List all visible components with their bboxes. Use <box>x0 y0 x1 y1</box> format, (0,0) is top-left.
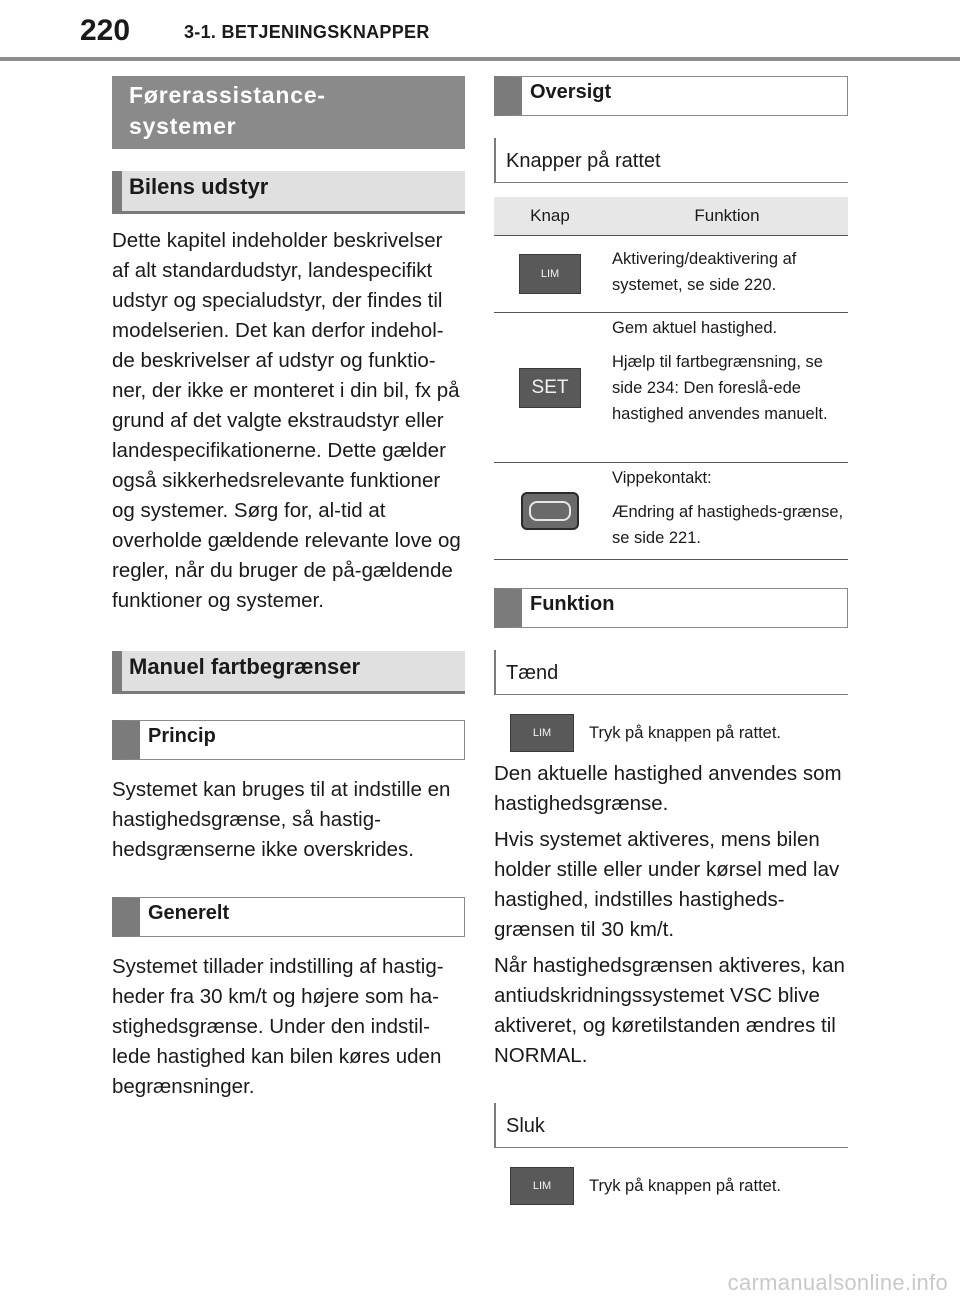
function-line: Gem aktuel hastighed. <box>612 319 778 337</box>
turn-on-paragraph-1: Den aktuelle hastighed anvendes som hastighedsgrænse. <box>494 762 842 815</box>
rocker-switch-inner <box>529 501 571 521</box>
table-cell-function <box>606 236 848 312</box>
equipment-heading: Bilens udstyr <box>112 171 465 214</box>
turn-on-action-text: Tryk på knappen på rattet. <box>589 723 781 742</box>
turn-on-subheading-text: Tænd <box>506 662 559 684</box>
function-line: Ændring af hastigheds-grænse, se side 221. <box>612 503 844 547</box>
buttons-subheading <box>494 138 848 183</box>
turn-off-subheading-text: Sluk <box>506 1115 545 1137</box>
page-number: 220 <box>80 14 131 47</box>
table-cell-function <box>606 313 848 462</box>
function-line: Vippekontakt: <box>612 469 712 487</box>
page-header <box>0 0 960 62</box>
principle-text: Systemet kan bruges til at indstille en hastighedsgrænse, så hastig-hedsgrænserne ikke overskrides. <box>112 778 451 861</box>
set-button-label: SET <box>531 376 569 398</box>
function-heading <box>494 588 848 628</box>
table-cell-key <box>494 313 606 462</box>
principle-heading-text: Princip <box>148 725 216 747</box>
lim-button-icon <box>519 254 581 294</box>
principle-heading <box>112 720 465 760</box>
turn-on-paragraph-2: Hvis systemet aktiveres, mens bilen holder stille eller under kørsel med lav hastighed, indstilles hastigheds-grænsen til 30 km/t. <box>494 828 840 941</box>
general-text: Systemet tillader indstilling af hastig-heder fra 30 km/t og højere som ha-stighedsgrænse. Under den indstil-lede hastighed kan bilen køres uden begrænsninger. <box>112 955 444 1098</box>
lim-button-icon <box>510 1167 574 1205</box>
table-row <box>494 463 848 560</box>
lim-button-label: LIM <box>532 1180 552 1192</box>
column-key: Knap <box>530 206 570 225</box>
turn-off-action <box>494 1166 848 1206</box>
column-function: Funktion <box>694 206 760 225</box>
header-rule <box>0 57 960 61</box>
buttons-subheading-text: Knapper på rattet <box>506 150 661 172</box>
function-line: Hjælp til fartbegrænsning, se side 234: Den foreslå-ede hastighed anvendes manuelt. <box>612 353 828 423</box>
watermark: carmanualsonline.info <box>727 1270 948 1295</box>
buttons-table <box>494 197 848 560</box>
turn-on-subheading <box>494 650 848 695</box>
right-column <box>494 76 848 1206</box>
chapter-title-text: Førerassistance- systemer <box>129 82 326 139</box>
equipment-text: Dette kapitel indeholder beskrivelser af alt standardudstyr, landespecifikt udstyr og specialudstyr, der findes til modelserien. Det kan derfor indehol-de beskrivelser af udstyr og funktio-ner, der ikke er monteret i din bil, fx på grund af det valgte ekstraudstyr eller landespecifikationerne. Dette gælder også sikkerhedsrelevante funktioner og systemer. Sørg for, al-tid at overholde gældende relevante love og regler, når du bruger de på-gældende funktioner og systemer. <box>112 229 461 612</box>
general-heading-text: Generelt <box>148 902 230 924</box>
lim-button-icon <box>510 714 574 752</box>
table-row <box>494 313 848 463</box>
overview-heading-text: Oversigt <box>530 81 612 103</box>
table-row <box>494 236 848 313</box>
rocker-switch-icon <box>521 492 579 530</box>
turn-off-action-text: Tryk på knappen på rattet. <box>589 1176 781 1195</box>
table-cell-key <box>494 463 606 559</box>
speed-limiter-heading: Manuel fartbegrænser <box>112 651 465 694</box>
lim-button-label: LIM <box>540 268 560 280</box>
table-cell-function <box>606 463 848 559</box>
turn-on-action <box>494 713 848 753</box>
left-column <box>112 76 465 1102</box>
general-heading <box>112 897 465 937</box>
function-line: Aktivering/deaktivering af systemet, se side 220. <box>612 250 797 294</box>
turn-off-subheading <box>494 1103 848 1148</box>
table-cell-key <box>494 236 606 312</box>
section-label: 3-1. BETJENINGSKNAPPER <box>184 22 430 42</box>
lim-button-label: LIM <box>532 727 552 739</box>
function-heading-text: Funktion <box>530 593 615 615</box>
set-button-icon <box>519 368 581 408</box>
turn-on-paragraph-3: Når hastighedsgrænsen aktiveres, kan antiudskridningssystemet VSC blive aktiveret, og køretilstanden ændres til NORMAL. <box>494 954 845 1067</box>
chapter-title <box>112 76 465 149</box>
overview-heading <box>494 76 848 116</box>
table-header <box>494 197 848 236</box>
